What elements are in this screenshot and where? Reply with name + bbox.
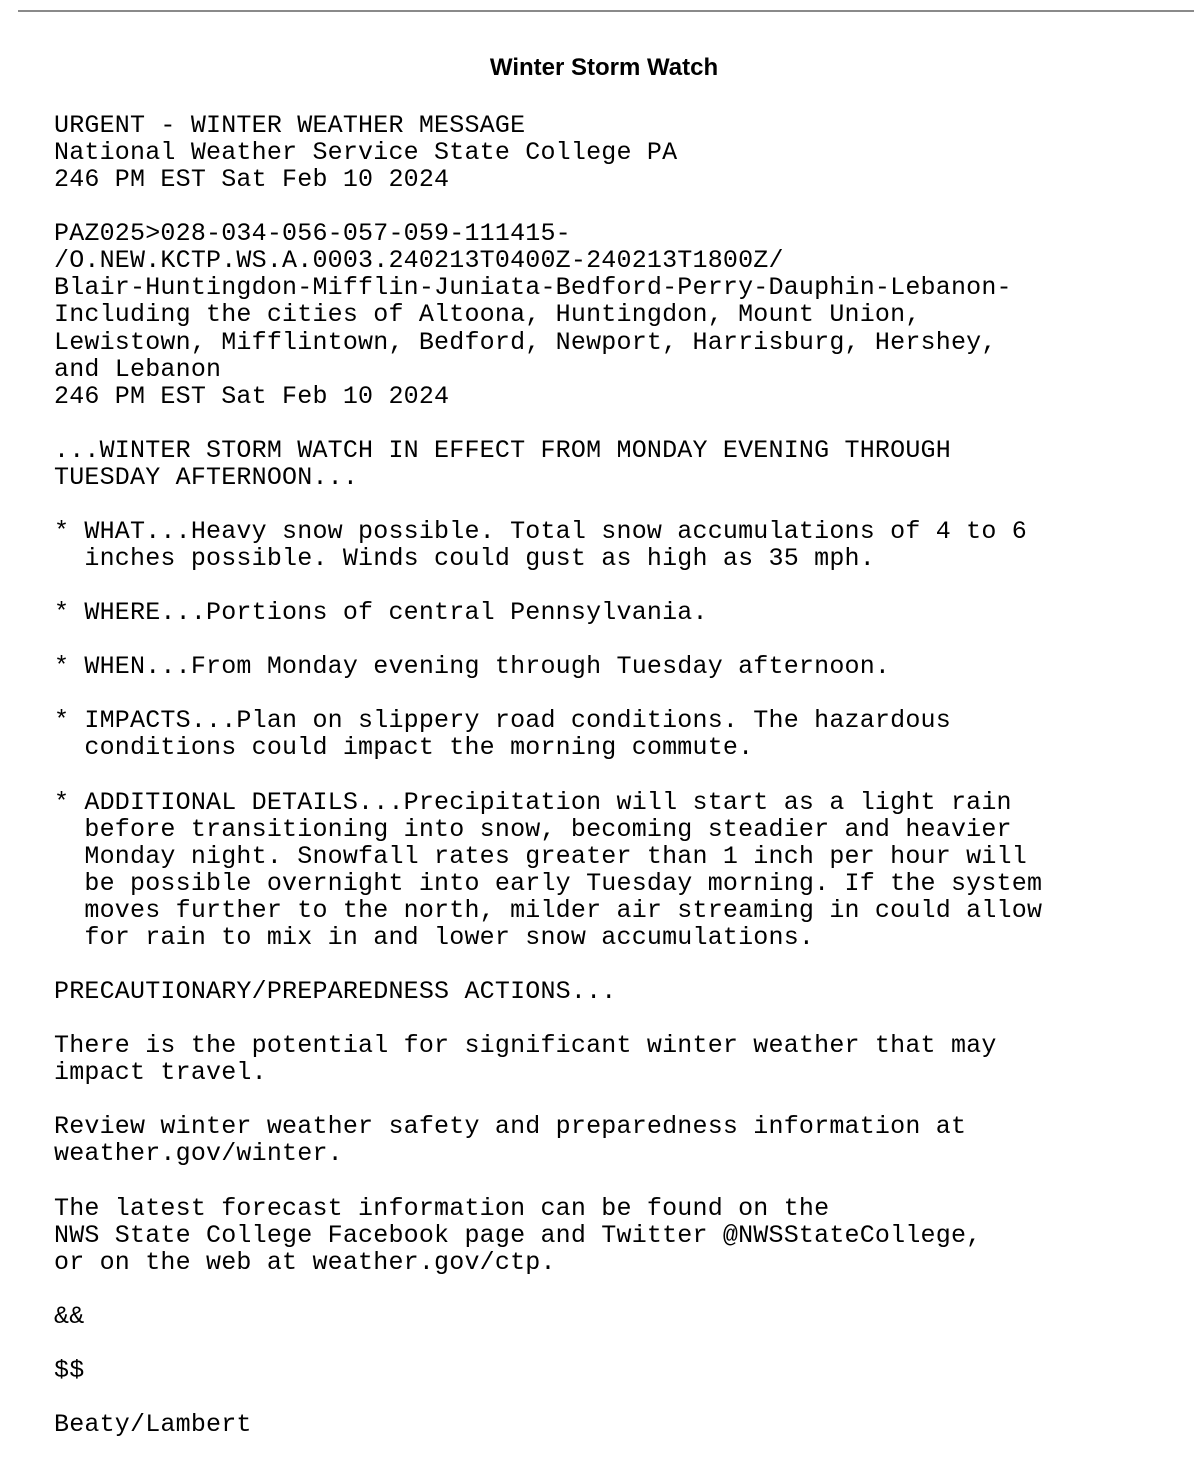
- bulletin-text: URGENT - WINTER WEATHER MESSAGE National Weather Service State College PA 246 PM EST Sat Feb 10 2024 PAZ025>028-034-056-057-059-111415- /O.NEW.KCTP.WS.A.0003.240213T0400Z-240213T1800Z/ Blair-Huntingdon-Mifflin-Juniata-Bedford-Perry-Dauphin-Lebanon- Including the cities of Altoona, Huntingdon, Mount Union, Lewistown, Mifflintown, Bedford, Newport, Harrisburg, Hershey, and Lebanon 246 PM EST Sat Feb 10 2024 ...WINTER STORM WATCH IN EFFECT FROM MONDAY EVENING THROUGH TUESDAY AFTERNOON... * WHAT...Heavy snow possible. Total snow accumulations of 4 to 6 inches possible. Winds could gust as high as 35 mph. * WHERE...Portions of central Pennsylvania. * WHEN...From Monday evening through Tuesday afternoon. * IMPACTS...Plan on slippery road conditions. The hazardous conditions could impact the morning commute. * ADDITIONAL DETAILS...Precipitation will start as a light rain before transitioning into snow, becoming steadier and heavier Monday night. Snowfall rates greater than 1 inch per hour will be possible overnight into early Tuesday morning. If the system moves further to the north, milder air streaming in could allow for rain to mix in and lower snow accumulations. PRECAUTIONARY/PREPAREDNESS ACTIONS... There is the potential for significant winter weather that may impact travel. Review winter weather safety and preparedness information at weather.gov/winter. The latest forecast information can be found on the NWS State College Facebook page and Twitter @NWSStateCollege, or on the web at weather.gov/ctp. && $$ Beaty/Lambert: [54, 111, 1043, 1439]
- top-divider: [18, 10, 1194, 12]
- page-title: Winter Storm Watch: [489, 54, 719, 81]
